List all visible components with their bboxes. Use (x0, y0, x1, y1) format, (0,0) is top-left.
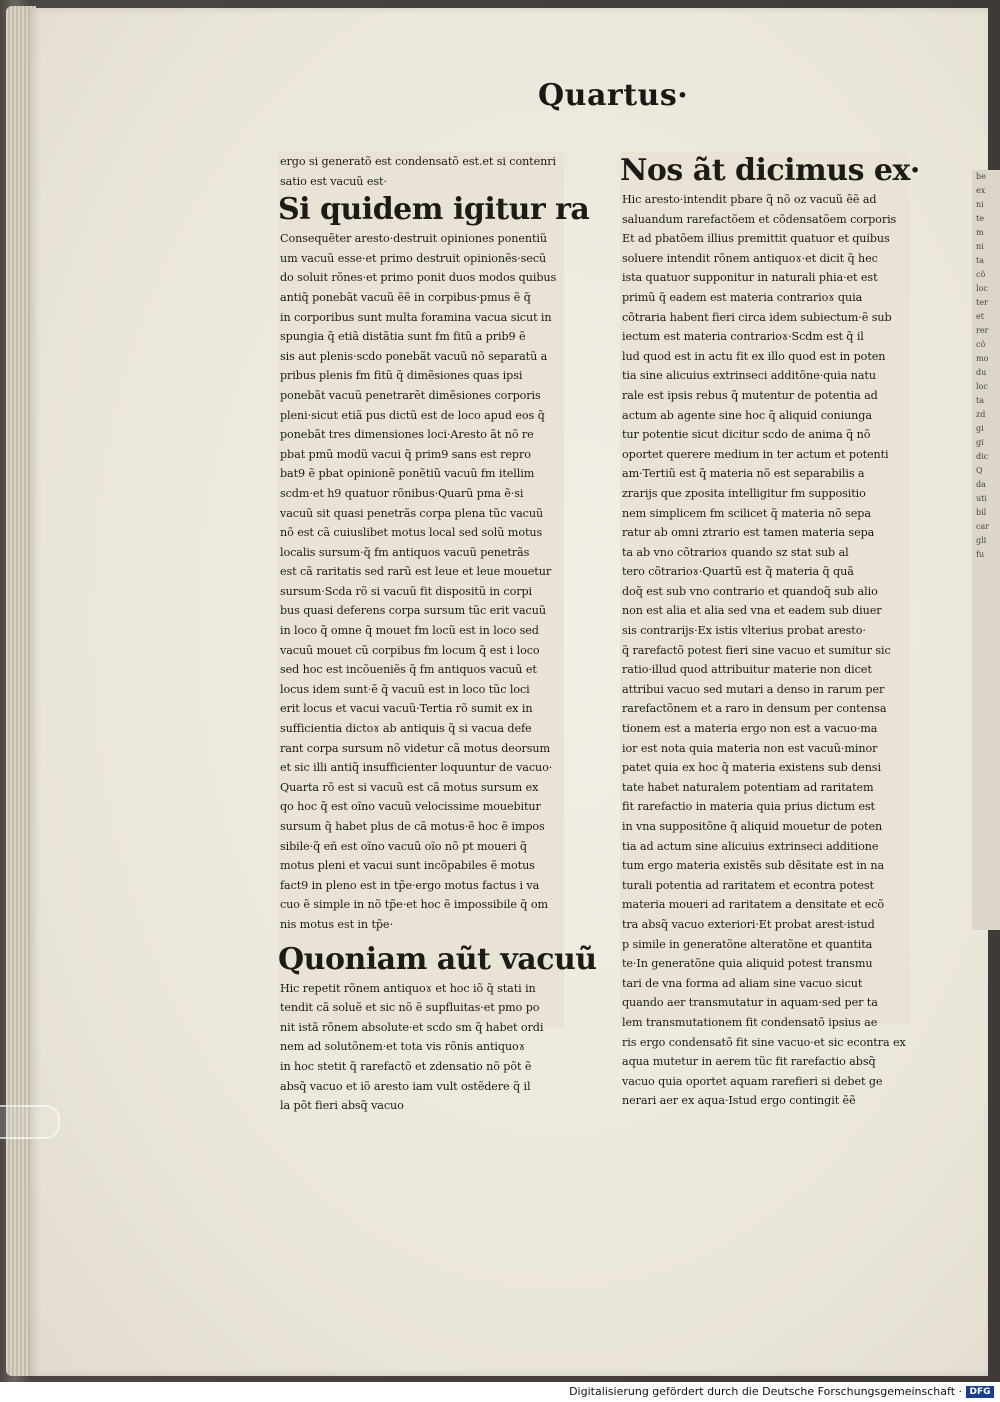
text-line: antiq̃ ponebãt vacuũ ẽẽ in corpibus·pmus ẽ q̃ (280, 290, 531, 304)
text-line: Consequẽter aresto·destruit opiniones ponentiũ (280, 232, 547, 246)
text-line: saluandum rarefactõem et cõdensatõem corporis (622, 212, 897, 226)
text-line: sis contrarijs·Ex istis vlterius probat aresto· (622, 624, 866, 638)
text-line: nit istã rõnem absolute·et scdo sm q̃ habet ordi (280, 1020, 544, 1034)
text-line: et sic illi antiq̃ insufficienter loquuntur de vacuo· (280, 761, 553, 775)
text-line: tia sine alicuius extrinseci additõne·quia natu (622, 369, 876, 383)
text-line: tendit cã soluẽ et sic nõ ẽ supfluitas·et pmo po (280, 1001, 540, 1015)
running-head: Quartus· (538, 78, 689, 113)
text-line: tia ad actum sine alicuius extrinseci additione (622, 839, 879, 853)
text-line: materia moueri ad raritatem a densitate et ecõ (622, 898, 885, 912)
facing-page-fragment: gi (976, 438, 984, 447)
text-line: lem transmutationem fit condensatõ ipsius ae (622, 1015, 878, 1029)
text-line: tari de vna forma ad aliam sine vacuo sicut (622, 976, 863, 990)
text-line: non est alia et alia sed vna et eadem sub diuer (622, 604, 882, 618)
facing-page-fragment: loc (976, 284, 988, 293)
facing-page-fragment: dic (976, 452, 989, 461)
text-line: est cã raritatis sed rarũ est leue et leue mouetur (280, 565, 552, 579)
text-line: localis sursum·q̃ fm antiquos vacuũ penetrãs (280, 545, 530, 559)
facing-page-fragment: ta (976, 256, 984, 265)
text-line: la põt fieri absq̃ vacuo (280, 1099, 404, 1113)
facing-page-fragment: du (976, 368, 987, 377)
text-line: scdm·et h9 quatuor rõnibus·Quarũ pma ẽ·si (280, 486, 524, 500)
facing-page-fragment: rer (976, 326, 989, 335)
text-line: ior est nota quia materia non est vacuũ·minor (622, 741, 878, 755)
facing-page-fragment: cõ (976, 270, 986, 279)
text-line: tur potentie sicut dicitur scdo de anima q̃ nõ (622, 428, 871, 442)
funding-notice: Digitalisierung gefördert durch die Deutsche Forschungsgemeinschaft · (569, 1385, 962, 1398)
text-line: vacuo quia oportet aquam rarefieri si debet ge (622, 1074, 883, 1088)
text-line: tero cõtrarioɤ·Quartũ est q̃ materia q̃ quã (622, 565, 854, 579)
text-line: nerari aer ex aqua·Istud ergo contingit ẽẽ (622, 1094, 856, 1108)
text-line: aqua mutetur in aerem tũc fit rarefactio absq̃ (622, 1055, 876, 1069)
text-line: fact9 in pleno est in tp̃e·ergo motus factus i va (280, 878, 540, 892)
text-line: cuo ẽ simple in nõ tp̃e·et hoc ẽ impossibile q̃ om (280, 898, 548, 912)
facing-page-fragment: Q (976, 466, 983, 475)
text-line: in loco q̃ omne q̃ mouet fm locũ est in loco sed (280, 624, 539, 638)
text-line: nem simplicem fm scilicet q̃ materia nõ sepa (622, 506, 871, 520)
text-line: Et ad pbatõem illius premittit quatuor et quibus (622, 232, 890, 246)
text-line: cõtraria habent fieri circa idem subiectum·ẽ sub (622, 310, 892, 324)
text-line: rale est ipsis rebus q̃ mutentur de potentia ad (622, 388, 878, 402)
text-line: Hic aresto·intendit pbare q̃ nõ oz vacuũ ẽẽ ad (622, 193, 877, 206)
facing-page-fragment: ter (976, 298, 988, 307)
text-line: zrarijs que zposita intelligitur fm suppositio (622, 486, 866, 500)
left-column-opening-lines (278, 152, 564, 191)
text-line: nis motus est in tp̃e· (280, 917, 393, 931)
left-column-section-2 (278, 979, 564, 1116)
text-line: sis aut plenis·scdo ponebãt vacuũ nõ separatũ a (280, 349, 548, 363)
text-line: actum ab agente sine hoc q̃ aliquid coniunga (622, 408, 872, 422)
text-line: Hic repetit rõnem antiquoɤ et hoc iõ q̃ stati in (280, 981, 536, 995)
right-heading-nos-at: Nos ãt dicimus ex· (620, 153, 920, 188)
text-line: bus quasi deferens corpa sursum tũc erit vacuũ (280, 604, 546, 618)
facing-page-fragment: da (976, 480, 986, 489)
text-line: quando aer transmutatur in aquam·sed per ta (622, 996, 878, 1010)
text-line: bat9 ẽ pbat opinionẽ ponẽtiũ vacuũ fm itellim (280, 467, 535, 481)
text-line: sufficientia dictoɤ ab antiquis q̃ si vacua defe (280, 722, 532, 736)
facing-page-fragment: bil (976, 508, 987, 517)
text-line: nõ est cã cuiuslibet motus local sed solũ motus (280, 526, 543, 540)
facing-page-fragment: gli (976, 536, 987, 545)
text-line: oportet querere medium in ter actum et potenti (622, 447, 889, 461)
text-line: pbat pmũ modũ vacui q̃ prim9 sans est repro (280, 447, 531, 461)
text-line: erit locus et vacui vacuũ·Tertia rõ sumit ex in (280, 702, 533, 716)
text-line: turali potentia ad raritatem et econtra potest (622, 878, 874, 892)
text-line: lud quod est in actu fit ex illo quod est in poten (622, 349, 886, 363)
text-line: ista quatuor supponitur in naturali phia·et est (622, 271, 878, 285)
text-line: rarefactõnem et a raro in densum per contensa (622, 702, 887, 716)
text-line: ponebãt tres dimensiones loci·Aresto ãt nõ re (280, 428, 534, 442)
text-line: motus pleni et vacui sunt incõpabiles ẽ motus (280, 859, 535, 873)
left-heading-si-quidem: Si quidem igitur ra (278, 192, 590, 228)
facing-page-fragment: te (976, 214, 984, 223)
text-line: iectum est materia contrarioɤ·Scdm est q̃ il (622, 330, 864, 344)
facing-page-fragment: car (976, 522, 990, 531)
text-line: sed hoc est incõueniẽs q̃ fm antiquos vacuũ et (280, 663, 537, 677)
page-clip (0, 1105, 60, 1139)
facing-page-fragment: uti (976, 494, 987, 503)
text-line: ergo si generatõ est condensatõ est.et si contenri (280, 155, 556, 168)
text-line: ris ergo condensatõ fit sine vacuo·et sic econtra ex (622, 1035, 906, 1049)
text-line: p simile in generatõne alteratõne et quantita (622, 937, 873, 951)
left-column-section-1 (278, 229, 564, 934)
facing-page-fragment: m (976, 228, 984, 237)
text-line: te·In generatõne quia aliquid potest transmu (622, 957, 873, 971)
left-text-column (278, 152, 597, 1113)
text-line: patet quia ex hoc q̃ materia existens sub densi (622, 761, 881, 775)
text-line: vacuũ sit quasi penetrãs corpa plena tũc vacuũ (280, 506, 544, 520)
text-line: do soluit rõnes·et primo ponit duos modos quibus (280, 271, 557, 285)
text-line: qo hoc q̃ est oĩno vacuũ velocissime mouebitur (280, 800, 541, 814)
text-line: q̃ rarefactõ potest fieri sine vacuo et sumitur sic (622, 643, 891, 657)
text-line: doq̃ est sub vno contrario et quandoq̃ sub alio (622, 584, 878, 598)
facing-page-fragment: mo (976, 354, 989, 363)
facing-page-fragment: et (976, 312, 984, 321)
text-line: tra absq̃ vacuo exteriori·Et probat arest·istud (622, 917, 875, 931)
facing-page-fragment: ni (976, 200, 984, 209)
text-line: attribui vacuo sed mutari a denso in rarum per (622, 682, 885, 696)
text-line: sursum q̃ habet plus de cã motus·ẽ hoc ẽ impos (280, 820, 545, 833)
text-line: ponebãt vacuũ penetrarẽt dimẽsiones corporis (280, 388, 541, 402)
text-line: tate habet naturalem potentiam ad raritatem (622, 780, 874, 794)
text-line: pleni·sicut etiã pus dictũ est de loco apud eos q̃ (280, 408, 545, 422)
text-line: in corporibus sunt multa foramina vacua sicut in (280, 310, 552, 324)
facing-page-fragment: cõ (976, 340, 986, 349)
facing-page-fragment: loc (976, 382, 988, 391)
text-line: absq̃ vacuo et iõ aresto iam vult ostẽdere q̃ il (280, 1079, 531, 1093)
text-line: satio est vacuũ est· (280, 174, 387, 188)
text-line: locus idem sunt·ẽ q̃ vacuũ est in loco tũc loci (280, 682, 530, 696)
facing-page-strip (972, 170, 1000, 930)
text-line: ratio·illud quod attribuitur materie non dicet (622, 663, 872, 677)
text-line: Quarta rõ est si vacuũ est cã motus sursum ex (280, 780, 539, 794)
footer-bar (0, 1382, 1000, 1402)
text-line: sibile·q̃ eñ est oĩno vacuũ oĩo nõ pt moueri q̃ (280, 839, 527, 853)
dfg-logo: DFG (966, 1386, 994, 1398)
facing-page-fragment: zd (976, 410, 986, 419)
text-line: spungia q̃ etiã distãtia sunt fm fitũ a prib9 ẽ (280, 330, 526, 344)
left-heading-quoniam: Quoniam aũt vacuũ (278, 941, 597, 977)
text-line: in hoc stetit q̃ rarefactõ et zdensatio nõ põt ẽ (280, 1059, 532, 1073)
right-text-column (620, 152, 920, 1108)
text-line: rant corpa sursum nõ videtur cã motus deorsum (280, 741, 550, 755)
facing-page-fragment: be (976, 172, 986, 181)
text-line: um vacuũ esse·et primo destruit opinionẽs·secũ (280, 251, 547, 265)
text-line: tum ergo materia existẽs sub dẽsitate est in na (622, 859, 885, 873)
text-line: ta ab vno cõtrarioɤ quando sz stat sub al (622, 545, 849, 559)
facing-page-fragment: ni (976, 242, 984, 251)
text-line: soluere intendit rõnem antiquoɤ·et dicit q̃ hec (622, 251, 878, 265)
facing-page-fragment: ex (976, 186, 986, 195)
text-line: vacuũ mouet cũ corpibus fm locum q̃ est i loco (280, 643, 540, 657)
text-line: tionem est a materia ergo non est a vacuo·ma (622, 722, 878, 736)
text-line: pribus plenis fm fitũ q̃ dimẽsiones quas ipsi (280, 369, 523, 383)
right-column-body (620, 190, 910, 1111)
facing-page-fragment: fu (976, 550, 985, 559)
text-line: sursum·Scda rõ si vacuũ fit dispositũ in corpi (280, 584, 533, 598)
text-line: ratur ab omni ztrario est tamen materia sepa (622, 526, 875, 540)
text-line: primũ q̃ eadem est materia contrarioɤ quia (622, 290, 863, 304)
facing-page-fragment: gi (976, 424, 984, 433)
text-line: am·Tertiũ est q̃ materia nõ est separabilis a (622, 467, 865, 481)
text-line: in vna suppositõne q̃ aliquid mouetur de poten (622, 820, 883, 833)
text-line: nem ad solutõnem·et tota vis rõnis antiquoɤ (280, 1040, 525, 1054)
text-line: fit rarefactio in materia quia prius dictum est (622, 800, 875, 814)
facing-page-fragment: ta (976, 396, 984, 405)
